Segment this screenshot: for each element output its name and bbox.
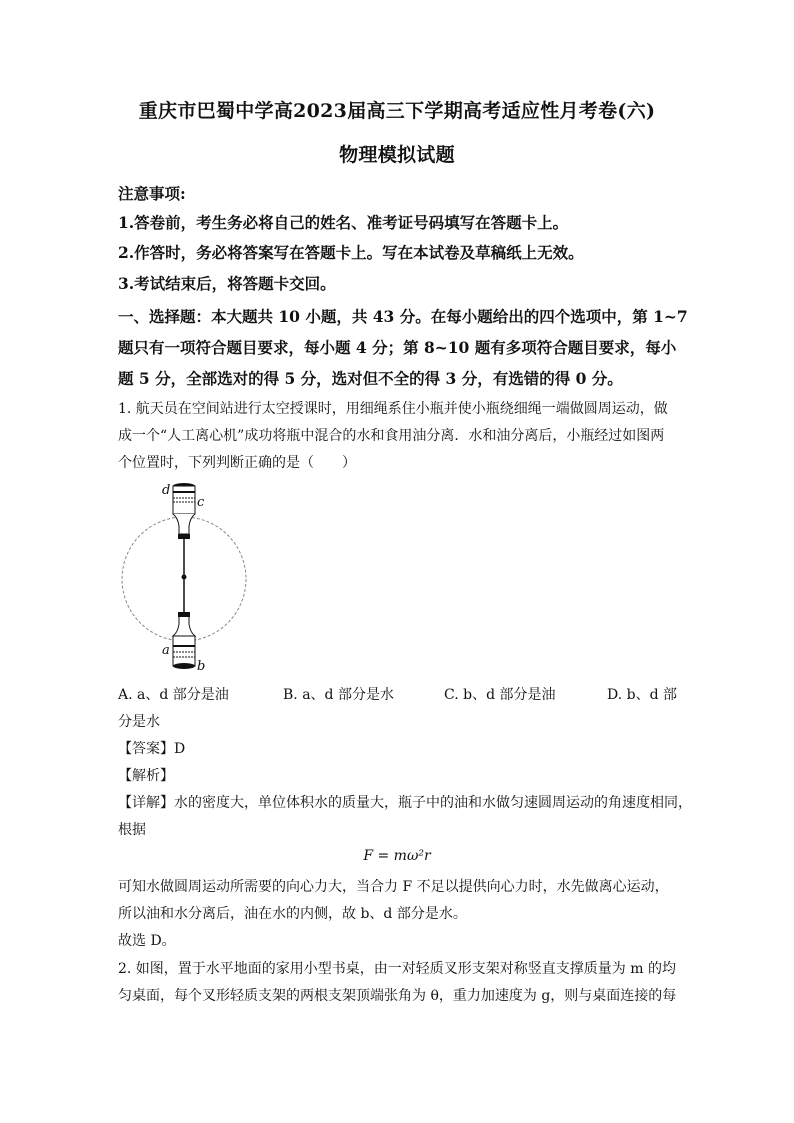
notes-heading: 注意事项: — [118, 184, 186, 203]
notes-item-2: 2.作答时，务必将答案写在答题卡上。写在本试卷及草稿纸上无效。 — [118, 243, 584, 262]
option-c: C. b、d 部分是油 — [444, 687, 556, 703]
q1-line-1: 1. 航天员在空间站进行太空授课时，用细绳系住小瓶并使小瓶绕细绳一端做圆周运动，做 — [118, 401, 668, 417]
conclusion: 故选 D。 — [118, 933, 176, 949]
label-d: d — [162, 483, 171, 498]
centrifuge-figure — [112, 478, 252, 678]
section-line-3: 题 5 分，全部选对的得 5 分，选对但不全的得 3 分，有选错的得 0 分。 — [118, 369, 623, 388]
analysis-heading: 【解析】 — [118, 768, 174, 784]
q2-line-2: 匀桌面，每个叉形轻质支架的两根支架顶端张角为 θ，重力加速度为 g，则与桌面连接的每 — [118, 988, 677, 1004]
detail-line-2: 根据 — [118, 822, 146, 838]
label-b: b — [197, 659, 206, 674]
answer: 【答案】D — [118, 741, 186, 757]
detail-line-1: 【详解】水的密度大，单位体积水的质量大，瓶子中的油和水做匀速圆周运动的角速度相同， — [118, 795, 692, 811]
label-a: a — [162, 643, 170, 658]
pivot-dot — [182, 575, 187, 580]
explain-line-1: 可知水做圆周运动所需要的向心力大，当合力 F 不足以提供向心力时，水先做离心运动， — [118, 879, 669, 895]
notes-item-3: 3.考试结束后，将答题卡交回。 — [118, 274, 336, 293]
title-line-1: 重庆市巴蜀中学高2023届高三下学期高考适应性月考卷(六) — [138, 100, 656, 122]
q2-line-1: 2. 如图，置于水平地面的家用小型书桌，由一对轻质叉形支架对称竖直支撑质量为 m 的均 — [118, 961, 676, 977]
section-line-2: 题只有一项符合题目要求，每小题 4 分；第 8~10 题有多项符合题目要求，每小 — [118, 338, 677, 357]
option-d-continued: 分是水 — [118, 714, 160, 730]
option-a: A. a、d 部分是油 — [118, 687, 229, 703]
title-line-2: 物理模拟试题 — [339, 144, 455, 166]
q1-line-3: 个位置时，下列判断正确的是（ ） — [118, 455, 356, 471]
section-line-1: 一、选择题：本大题共 10 小题，共 43 分。在每小题给出的四个选项中，第 1~7 — [118, 307, 688, 326]
bottle-top — [173, 483, 195, 539]
option-d: D. b、d 部 — [607, 687, 677, 703]
bottle-bottom — [173, 612, 195, 669]
option-b: B. a、d 部分是水 — [283, 687, 394, 703]
formula: F = mω²r — [363, 848, 431, 864]
label-c: c — [197, 495, 205, 510]
explain-line-2: 所以油和水分离后，油在水的内侧，故 b、d 部分是水。 — [118, 906, 467, 922]
q1-line-2: 成一个“人工离心机”成功将瓶中混合的水和食用油分离．水和油分离后，小瓶经过如图两 — [118, 428, 665, 444]
notes-item-1: 1.答卷前，考生务必将自己的姓名、准考证号码填写在答题卡上。 — [118, 213, 569, 232]
